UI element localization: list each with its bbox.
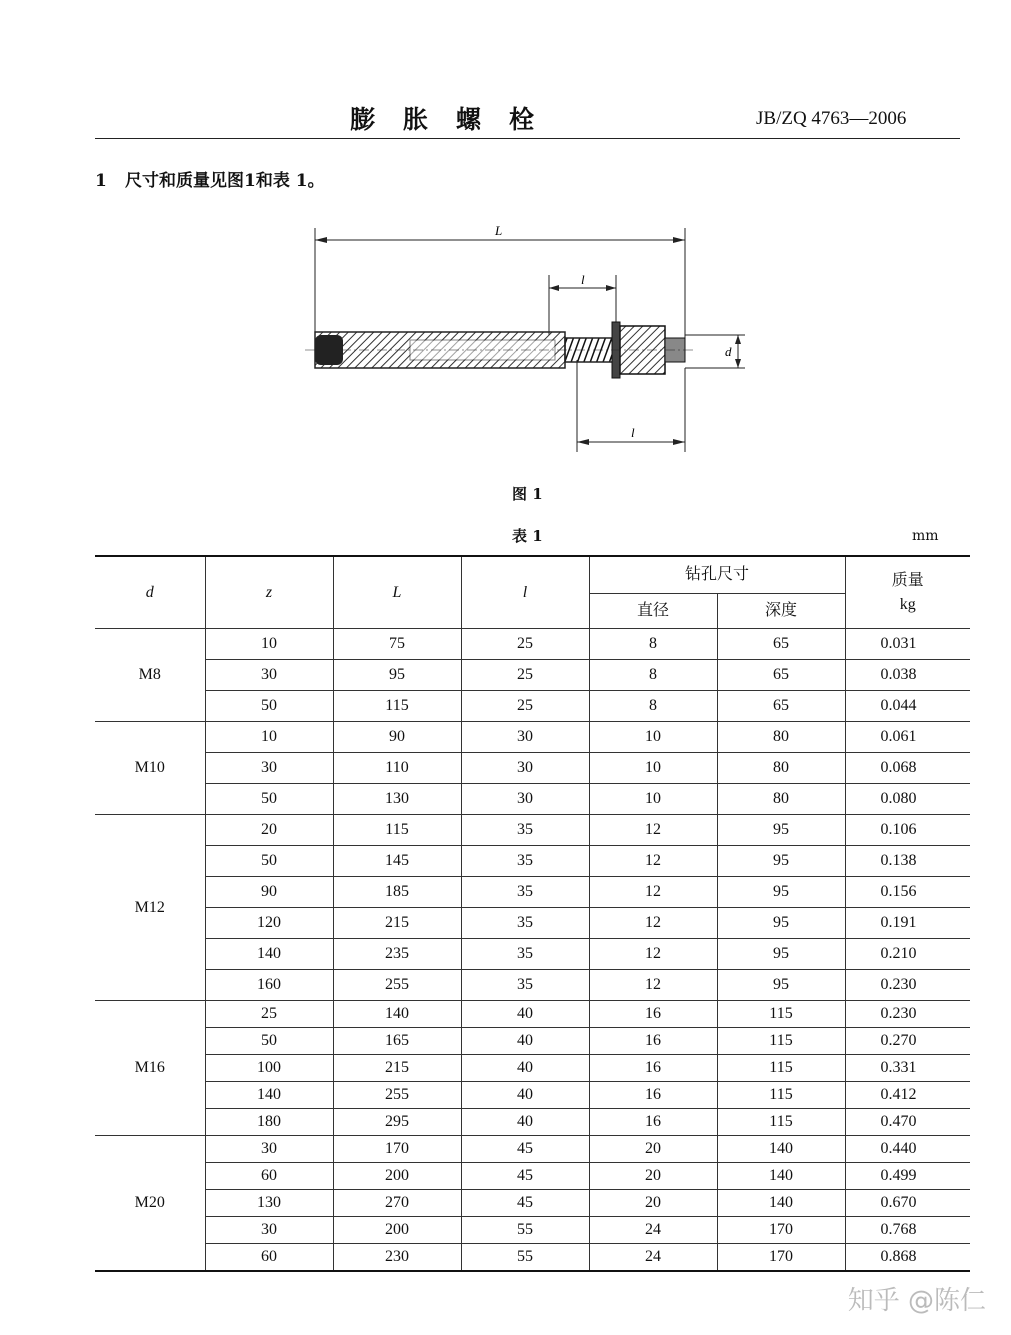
l-cell: 25 [461,660,589,691]
header-diameter: 直径 [589,594,717,629]
depth-cell: 95 [717,815,845,846]
l-cell: 40 [461,1028,589,1055]
depth-cell: 115 [717,1082,845,1109]
l-cell: 30 [461,784,589,815]
thread-size-cell: M10 [95,722,205,815]
clause-1 [95,166,325,191]
L-cell: 90 [333,722,461,753]
mass-cell: 0.080 [845,784,970,815]
dim-l-top-label: l [581,272,585,287]
L-cell: 165 [333,1028,461,1055]
diameter-cell: 8 [589,660,717,691]
z-cell: 60 [205,1163,333,1190]
page-title: 膨胀螺栓 [350,105,563,134]
figure-caption: 图 1 [512,485,543,503]
diameter-cell: 12 [589,939,717,970]
z-cell: 100 [205,1055,333,1082]
depth-cell: 80 [717,753,845,784]
table-row [95,1190,970,1217]
depth-cell: 95 [717,970,845,1001]
mass-cell: 0.138 [845,846,970,877]
table-row [95,753,970,784]
L-cell: 185 [333,877,461,908]
depth-cell: 170 [717,1217,845,1244]
mass-cell: 0.031 [845,629,970,660]
mass-cell: 0.230 [845,970,970,1001]
table-row [95,1001,970,1028]
expansion-bolt-drawing [300,210,760,460]
mass-cell: 0.868 [845,1244,970,1272]
table-unit: mm [912,528,939,544]
table-row [95,1217,970,1244]
mass-cell: 0.038 [845,660,970,691]
L-cell: 235 [333,939,461,970]
L-cell: 255 [333,970,461,1001]
diameter-cell: 20 [589,1190,717,1217]
z-cell: 90 [205,877,333,908]
depth-cell: 170 [717,1244,845,1272]
depth-cell: 65 [717,691,845,722]
thread-size-cell: M16 [95,1001,205,1136]
table-row [95,691,970,722]
thread-size-cell: M8 [95,629,205,722]
z-cell: 10 [205,629,333,660]
header-mass-unit: kg [899,595,916,613]
z-cell: 10 [205,722,333,753]
diameter-cell: 12 [589,970,717,1001]
depth-cell: 115 [717,1055,845,1082]
z-cell: 50 [205,784,333,815]
z-cell: 130 [205,1190,333,1217]
table-row [95,1244,970,1272]
L-cell: 200 [333,1217,461,1244]
z-cell: 140 [205,1082,333,1109]
depth-cell: 115 [717,1109,845,1136]
l-cell: 25 [461,691,589,722]
L-cell: 110 [333,753,461,784]
header-drill-size: 钻孔尺寸 [589,556,845,594]
L-cell: 170 [333,1136,461,1163]
depth-cell: 80 [717,722,845,753]
header-depth: 深度 [717,594,845,629]
L-cell: 200 [333,1163,461,1190]
l-cell: 35 [461,877,589,908]
diameter-cell: 12 [589,908,717,939]
mass-cell: 0.068 [845,753,970,784]
l-cell: 45 [461,1136,589,1163]
L-cell: 115 [333,815,461,846]
dim-d-label: d [725,344,732,359]
l-cell: 40 [461,1055,589,1082]
l-cell: 55 [461,1244,589,1272]
depth-cell: 140 [717,1136,845,1163]
diameter-cell: 16 [589,1001,717,1028]
depth-cell: 95 [717,877,845,908]
depth-cell: 65 [717,629,845,660]
table-row [95,815,970,846]
diameter-cell: 16 [589,1082,717,1109]
diameter-cell: 12 [589,846,717,877]
z-cell: 30 [205,753,333,784]
L-cell: 95 [333,660,461,691]
table-row [95,1082,970,1109]
L-cell: 215 [333,908,461,939]
depth-cell: 95 [717,939,845,970]
mass-cell: 0.499 [845,1163,970,1190]
header-d: d [95,556,205,629]
mass-cell: 0.191 [845,908,970,939]
diameter-cell: 10 [589,753,717,784]
watermark: 知乎 @陈仁 [847,1286,986,1316]
mass-cell: 0.331 [845,1055,970,1082]
depth-cell: 95 [717,846,845,877]
diameter-cell: 10 [589,722,717,753]
depth-cell: 80 [717,784,845,815]
table-row [95,1109,970,1136]
depth-cell: 115 [717,1001,845,1028]
standard-number: JB/ZQ 4763—2006 [756,108,907,129]
L-cell: 130 [333,784,461,815]
L-cell: 115 [333,691,461,722]
mass-cell: 0.230 [845,1001,970,1028]
depth-cell: 95 [717,908,845,939]
diameter-cell: 16 [589,1109,717,1136]
clause-number: 1 [95,171,107,191]
dimension-table [95,555,970,1272]
header-mass-label: 质量 [891,571,924,589]
table-row [95,784,970,815]
clause-text: 尺寸和质量见图1和表 1。 [125,171,325,191]
table-row [95,877,970,908]
table-row [95,629,970,660]
table-caption: 表 1 [512,527,543,545]
z-cell: 120 [205,908,333,939]
z-cell: 160 [205,970,333,1001]
z-cell: 180 [205,1109,333,1136]
diameter-cell: 20 [589,1163,717,1190]
depth-cell: 115 [717,1028,845,1055]
thread-size-cell: M12 [95,815,205,1001]
header-l: l [461,556,589,629]
depth-cell: 140 [717,1190,845,1217]
table-row [95,660,970,691]
L-cell: 140 [333,1001,461,1028]
table-body [95,629,970,1272]
z-cell: 50 [205,691,333,722]
header-rule [95,138,960,139]
z-cell: 30 [205,1217,333,1244]
diameter-cell: 16 [589,1055,717,1082]
z-cell: 25 [205,1001,333,1028]
depth-cell: 65 [717,660,845,691]
table-row [95,722,970,753]
table-row [95,970,970,1001]
diameter-cell: 20 [589,1136,717,1163]
diameter-cell: 10 [589,784,717,815]
table-row [95,908,970,939]
L-cell: 145 [333,846,461,877]
z-cell: 20 [205,815,333,846]
mass-cell: 0.156 [845,877,970,908]
thread-size-cell: M20 [95,1136,205,1272]
l-cell: 40 [461,1109,589,1136]
l-cell: 40 [461,1082,589,1109]
mass-cell: 0.768 [845,1217,970,1244]
z-cell: 140 [205,939,333,970]
diameter-cell: 24 [589,1244,717,1272]
mass-cell: 0.470 [845,1109,970,1136]
L-cell: 75 [333,629,461,660]
l-cell: 35 [461,908,589,939]
mass-cell: 0.670 [845,1190,970,1217]
l-cell: 35 [461,846,589,877]
diameter-cell: 24 [589,1217,717,1244]
z-cell: 30 [205,660,333,691]
table-row [95,1163,970,1190]
dim-l-bottom-label: l [631,425,635,440]
l-cell: 45 [461,1190,589,1217]
L-cell: 295 [333,1109,461,1136]
z-cell: 60 [205,1244,333,1272]
L-cell: 215 [333,1055,461,1082]
diameter-cell: 16 [589,1028,717,1055]
header-L: L [333,556,461,629]
l-cell: 35 [461,815,589,846]
l-cell: 30 [461,722,589,753]
mass-cell: 0.044 [845,691,970,722]
z-cell: 50 [205,846,333,877]
diameter-cell: 12 [589,815,717,846]
header-mass [845,556,970,629]
mass-cell: 0.270 [845,1028,970,1055]
mass-cell: 0.061 [845,722,970,753]
mass-cell: 0.106 [845,815,970,846]
L-cell: 270 [333,1190,461,1217]
l-cell: 40 [461,1001,589,1028]
dim-L-label: L [495,223,503,238]
table-row [95,1055,970,1082]
mass-cell: 0.412 [845,1082,970,1109]
l-cell: 45 [461,1163,589,1190]
diameter-cell: 8 [589,691,717,722]
diameter-cell: 12 [589,877,717,908]
l-cell: 30 [461,753,589,784]
mass-cell: 0.440 [845,1136,970,1163]
l-cell: 55 [461,1217,589,1244]
L-cell: 255 [333,1082,461,1109]
table-row [95,846,970,877]
depth-cell: 140 [717,1163,845,1190]
l-cell: 35 [461,939,589,970]
table-row [95,939,970,970]
L-cell: 230 [333,1244,461,1272]
mass-cell: 0.210 [845,939,970,970]
z-cell: 30 [205,1136,333,1163]
header-z: z [205,556,333,629]
l-cell: 25 [461,629,589,660]
z-cell: 50 [205,1028,333,1055]
l-cell: 35 [461,970,589,1001]
table-row [95,1136,970,1163]
diameter-cell: 8 [589,629,717,660]
table-row [95,1028,970,1055]
